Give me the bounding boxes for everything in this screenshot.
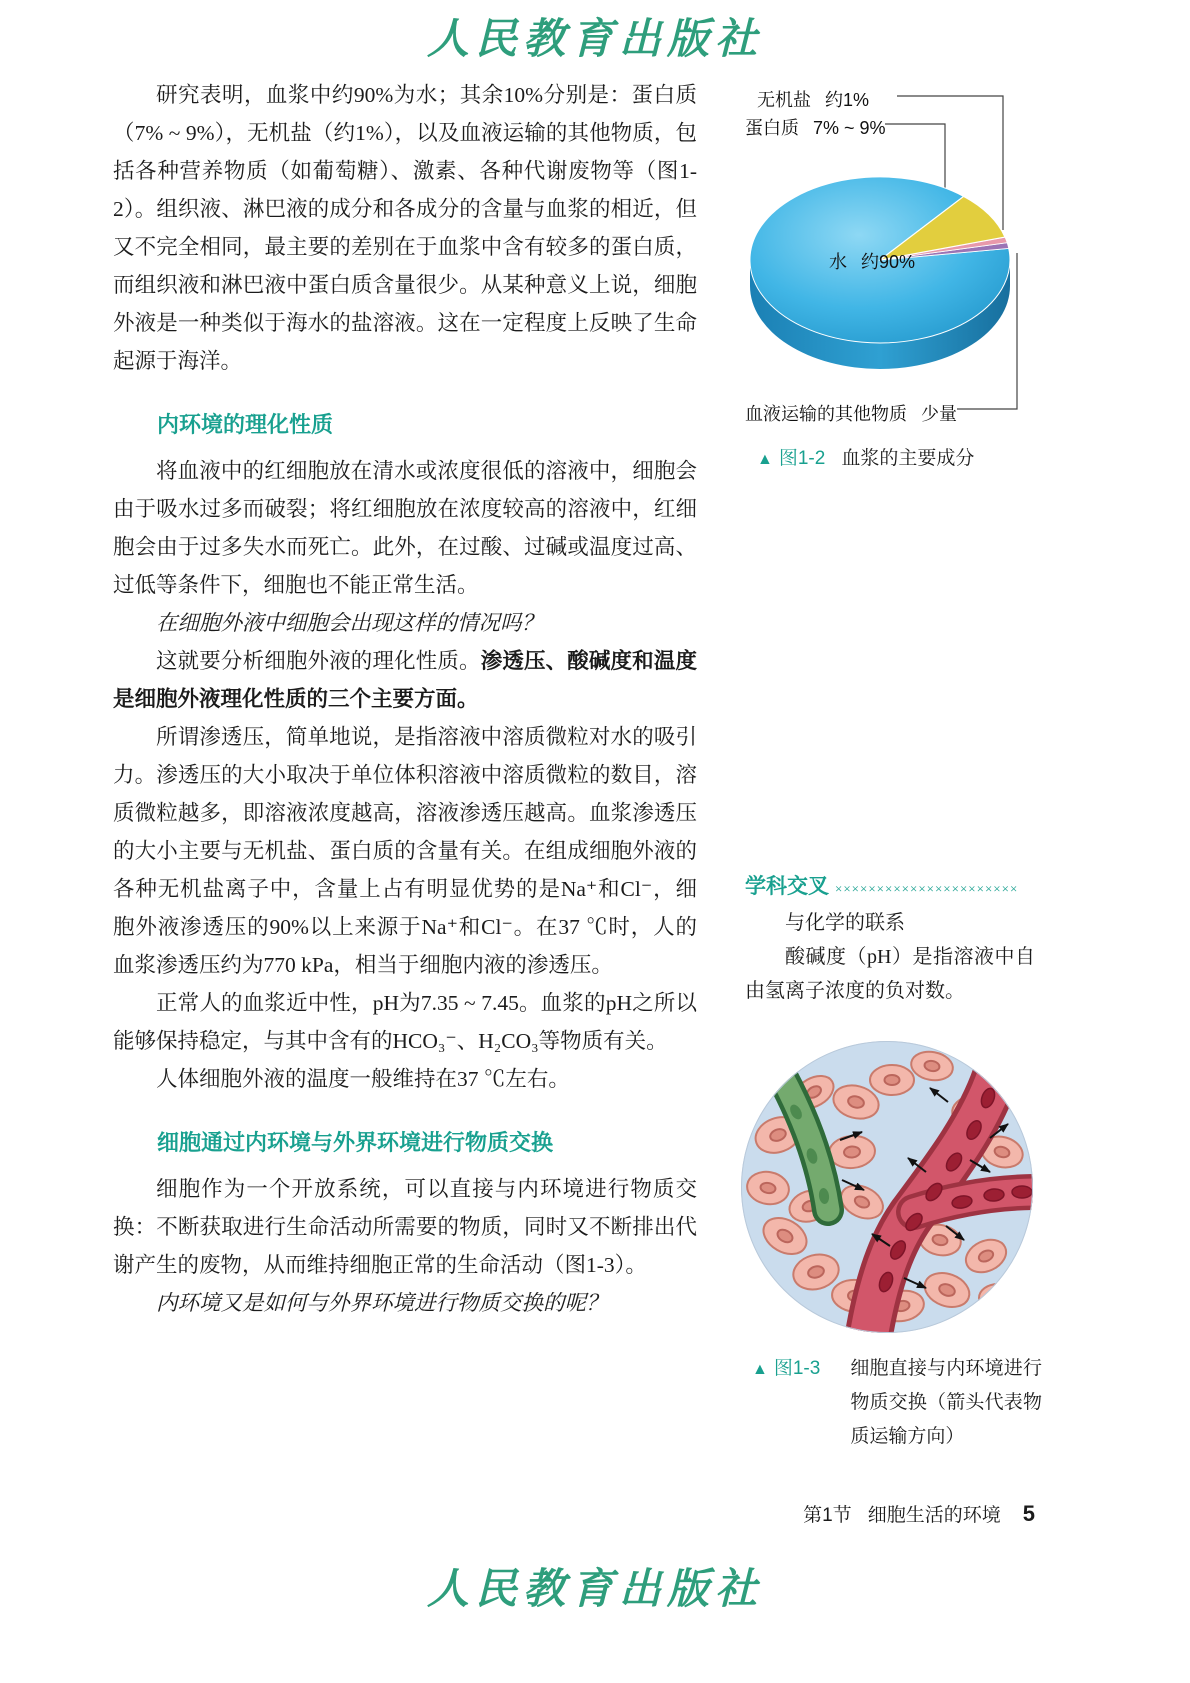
inquiry-question-1: 在细胞外液中细胞会出现这样的情况吗？ bbox=[156, 611, 544, 635]
cell-illustration-graphic bbox=[740, 1040, 1034, 1334]
footer-section-title: 细胞生活的环境 bbox=[867, 1505, 1001, 1526]
pie-label-inorganic bbox=[757, 86, 869, 112]
footer-section-number: 第1节 bbox=[803, 1505, 852, 1526]
main-text-column bbox=[113, 76, 697, 1322]
figure-caption-triangle-icon: ▲ bbox=[757, 451, 773, 468]
page-footer bbox=[597, 1500, 1035, 1527]
pie-label-water-name: 水 bbox=[829, 252, 847, 272]
publisher-logo-top: 人民教育出版社 bbox=[426, 14, 763, 63]
paragraph-red-cells: 将血液中的红细胞放在清水或浓度很低的溶液中，细胞会由于吸水过多而破裂；将红细胞放在浓度较高的溶液中，红细胞会由于过多失水而死亡。此外，在过酸、过碱或温度过高、过低等条件下，细胞也不能正常生活。 bbox=[113, 459, 697, 597]
paragraph-plasma-composition: 研究表明，血浆中约90%为水；其余10%分别是：蛋白质（7% ~ 9%），无机盐（约1%），以及血液运输的其他物质，包括各种营养物质（如葡萄糖）、激素、各种代谢废物等（图1-2）。组织液、淋巴液的成分和各成分的含量与血浆的相近，但又不完全相同，最主要的差别在于血浆中含有较多的蛋白质，而组织液和淋巴液中蛋白质含量很少。从某种意义上说，细胞外液是一种类似于海水的盐溶液。这在一定程度上反映了生命起源于海洋。 bbox=[113, 83, 697, 373]
figure-1-2-caption bbox=[757, 443, 1037, 470]
pie-label-protein bbox=[745, 114, 886, 140]
paragraph-temperature: 人体细胞外液的温度一般维持在37 ℃左右。 bbox=[156, 1067, 570, 1091]
figure-1-2-title: 血浆的主要成分 bbox=[841, 448, 975, 469]
inquiry-question-2: 内环境又是如何与外界环境进行物质交换的呢？ bbox=[156, 1291, 608, 1315]
figure-1-3-caption-head bbox=[752, 1352, 836, 1454]
cross-discipline-body: 酸碱度（pH）是指溶液中自由氢离子浓度的负对数。 bbox=[745, 946, 1035, 1002]
figure-1-3-title: 细胞直接与内环境进行物质交换（箭头代表物质运输方向） bbox=[850, 1358, 1042, 1447]
pie-label-inorganic-name: 无机盐 bbox=[757, 90, 811, 110]
cross-pattern-decoration: ×××××××××××××××××××××× bbox=[835, 881, 1019, 896]
figure-caption-triangle-icon: ▲ bbox=[752, 1361, 768, 1378]
pie-label-protein-value: 7% ~ 9% bbox=[813, 118, 886, 138]
key-sentence-bold: 渗透压、酸碱度和温度是细胞外液理化性质的三个主要方面。 bbox=[113, 649, 697, 711]
figure-1-3-caption bbox=[752, 1352, 1042, 1454]
cross-discipline-header bbox=[745, 870, 1035, 900]
figure-1-3-label: 图1-3 bbox=[773, 1358, 821, 1379]
figure-1-2-pie-chart bbox=[745, 85, 1045, 437]
section-heading-physicochemical: 内环境的理化性质 bbox=[157, 412, 334, 437]
pie-label-water-value: 约90% bbox=[861, 252, 916, 272]
section-heading-exchange: 细胞通过内环境与外界环境进行物质交换 bbox=[157, 1130, 554, 1155]
pie-label-other-name: 血液运输的其他物质 bbox=[745, 404, 907, 424]
paragraph-ph: 正常人的血浆近中性，pH为7.35 ~ 7.45。血浆的pH之所以能够保持稳定，与其中含有的HCO₃⁻、H₂CO₃等物质有关。 bbox=[113, 991, 697, 1053]
paragraph-three-aspects bbox=[113, 642, 697, 718]
footer-page-number: 5 bbox=[1022, 1501, 1035, 1526]
pie-label-water bbox=[829, 248, 915, 274]
paragraph-osmotic-pressure: 所谓渗透压，简单地说，是指溶液中溶质微粒对水的吸引力。渗透压的大小取决于单位体积溶液中溶质微粒的数目，溶质微粒越多，即溶液浓度越高，溶液渗透压越高。血浆渗透压的大小主要与无机盐、蛋白质的含量有关。在组成细胞外液的各种无机盐离子中，含量上占有明显优势的是Na⁺和Cl⁻，细胞外液渗透压的90%以上来源于Na⁺和Cl⁻。在37 ℃时，人的血浆渗透压约为770 kPa，相当于细胞内液的渗透压。 bbox=[113, 725, 697, 977]
publisher-logo-bottom: 人民教育出版社 bbox=[426, 1564, 763, 1613]
figure-1-3-cell-illustration bbox=[740, 1040, 1034, 1334]
paragraph-text: 这就要分析细胞外液的理化性质。 bbox=[156, 649, 481, 673]
pie-label-other-value: 少量 bbox=[921, 404, 957, 424]
cross-discipline-heading: 学科交叉 bbox=[745, 875, 829, 898]
pie-label-inorganic-value: 约1% bbox=[825, 90, 870, 110]
cross-discipline-subtitle: 与化学的联系 bbox=[785, 912, 905, 934]
paragraph-open-system: 细胞作为一个开放系统，可以直接与内环境进行物质交换：不断获取进行生命活动所需要的物质，同时又不断排出代谢产生的废物，从而维持细胞正常的生命活动（图1-3）。 bbox=[113, 1177, 697, 1277]
pie-label-other bbox=[745, 400, 957, 426]
figure-1-2-label: 图1-2 bbox=[778, 448, 826, 469]
pie-label-protein-name: 蛋白质 bbox=[745, 118, 799, 138]
cross-discipline-box bbox=[745, 870, 1035, 1008]
